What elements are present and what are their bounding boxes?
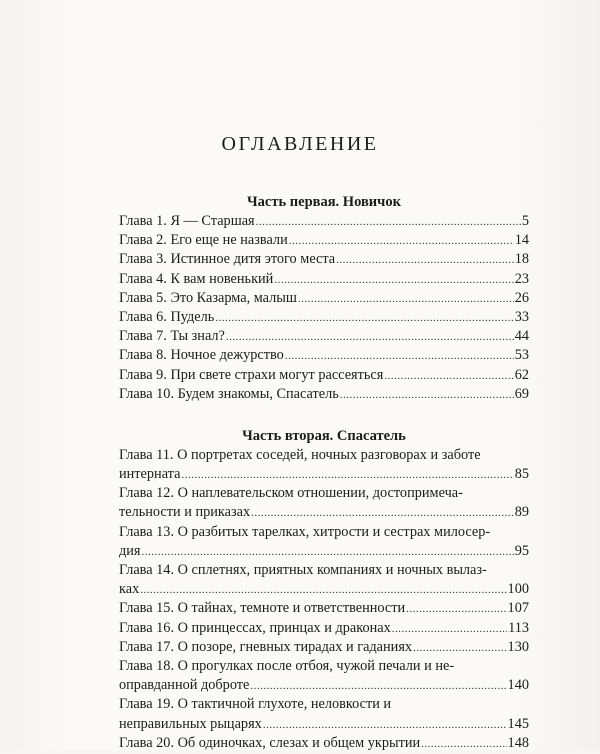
- page-number: 5: [521, 213, 529, 229]
- dot-leader: [140, 581, 506, 600]
- page-number: 89: [514, 504, 529, 521]
- page-number: 18: [514, 251, 529, 268]
- toc-entry: [119, 231, 529, 250]
- toc-entry: [119, 212, 529, 231]
- toc-entry-line: [119, 327, 529, 346]
- toc-entry: [119, 289, 529, 308]
- page-number: 44: [514, 328, 529, 345]
- dot-leader: [251, 504, 514, 523]
- dot-leader: [421, 735, 506, 754]
- chapter-title: Глава 9. При свете страхи могут рассеяться: [119, 366, 384, 383]
- toc-entry: [119, 599, 529, 618]
- toc-entry-line: [119, 561, 529, 580]
- page-number: 145: [507, 715, 529, 732]
- chapter-title: Глава 14. О сплетнях, приятных компаниях и ночных вылаз-: [119, 562, 487, 578]
- toc-entry-line: [119, 599, 529, 618]
- toc-entry-line: [119, 231, 529, 250]
- toc-entry: [119, 695, 529, 733]
- table-of-contents: [119, 192, 529, 753]
- page-number: 53: [514, 347, 529, 364]
- toc-entry-line: [119, 289, 529, 308]
- toc-entry: [119, 346, 529, 365]
- dot-leader: [384, 367, 513, 386]
- toc-entry: [119, 250, 529, 269]
- dot-leader: [340, 386, 514, 405]
- toc-entry-line: [119, 346, 529, 365]
- toc-entry-line: [119, 657, 529, 676]
- chapter-title: оправданной доброте: [119, 677, 250, 694]
- page-number: 130: [507, 638, 529, 655]
- chapter-title: Глава 4. К вам новенький: [119, 270, 274, 287]
- toc-entry-line: [119, 503, 529, 522]
- dot-leader: [285, 347, 514, 366]
- toc-entry-line: [119, 385, 529, 404]
- page-title: ОГЛАВЛЕНИЕ: [221, 133, 379, 155]
- page-number: 140: [507, 677, 529, 694]
- toc-entry: [119, 308, 529, 327]
- chapter-title: Глава 16. О принцессах, принцах и драконах: [119, 619, 391, 636]
- toc-entry-line: [119, 715, 529, 734]
- toc-entry-line: [119, 308, 529, 327]
- toc-entry: [119, 366, 529, 385]
- page-number: 26: [514, 289, 529, 306]
- chapter-title: Глава 12. О наплевательском отношении, достопримеча-: [119, 485, 463, 502]
- page-number: 113: [508, 619, 529, 636]
- toc-entry: [119, 561, 529, 599]
- chapter-title: Глава 17. О позоре, гневных тирадах и гаданиях: [119, 638, 413, 655]
- page-number: 69: [514, 385, 529, 402]
- toc-entry-line: [119, 212, 529, 231]
- toc-entry-line: [119, 250, 529, 269]
- chapter-title: Глава 13. О разбитых тарелках, хитрости и сестрах милосер-: [119, 523, 491, 540]
- page-number: 148: [507, 734, 529, 751]
- toc-entry: [119, 638, 529, 657]
- page-number: 33: [514, 308, 529, 325]
- dot-leader: [250, 677, 506, 696]
- dot-leader: [142, 543, 514, 562]
- toc-entry: [119, 446, 529, 484]
- chapter-title: Глава 2. Его еще не назвали: [119, 232, 288, 249]
- toc-entry: [119, 327, 529, 346]
- toc-entry-line: [119, 580, 529, 599]
- chapter-title: Глава 8. Ночное дежурство: [119, 347, 284, 364]
- chapter-title: тельности и приказах: [119, 504, 251, 521]
- chapter-title: Глава 11. О портретах соседей, ночных разговорах и заботе: [119, 446, 481, 463]
- dot-leader: [289, 232, 514, 251]
- dot-leader: [336, 251, 514, 270]
- dot-leader: [392, 620, 507, 639]
- dot-leader: [215, 309, 513, 328]
- toc-entry-line: [119, 484, 529, 503]
- dot-leader: [274, 271, 513, 290]
- dot-leader: [181, 466, 513, 485]
- chapter-title: дия: [119, 542, 141, 559]
- toc-entry: [119, 484, 529, 522]
- toc-entry: [119, 270, 529, 289]
- toc-entry: [119, 385, 529, 404]
- toc-entry: [119, 523, 529, 561]
- chapter-title: интерната: [119, 466, 181, 483]
- dot-leader: [406, 600, 506, 619]
- chapter-title: Глава 1. Я — Старшая: [119, 213, 255, 229]
- page-number: 85: [514, 466, 529, 483]
- chapter-title: Глава 10. Будем знакомы, Спасатель: [119, 385, 339, 402]
- chapter-title: Глава 19. О тактичной глухоте, неловкости и: [119, 696, 392, 713]
- chapter-title: Глава 6. Пудель: [119, 308, 215, 325]
- toc-entry: [119, 619, 529, 638]
- chapter-title: Глава 20. Об одиночках, слезах и общем укрытии: [119, 734, 421, 751]
- dot-leader: [298, 290, 514, 309]
- toc-entry-line: [119, 465, 529, 484]
- chapter-title: Глава 3. Истинное дитя этого места: [119, 251, 336, 268]
- page-number: 23: [514, 270, 529, 287]
- dot-leader: [263, 716, 507, 735]
- part-heading: Часть первая. Новичок: [247, 194, 401, 210]
- toc-entry-line: [119, 695, 529, 714]
- page-number: 62: [514, 366, 529, 383]
- chapter-title: неправильных рыцарях: [119, 715, 262, 732]
- part-heading: Часть вторая. Спасатель: [242, 427, 406, 444]
- toc-entry-line: [119, 366, 529, 385]
- toc-entry-line: [119, 638, 529, 657]
- chapter-title: Глава 15. О тайнах, темноте и ответственности: [119, 600, 406, 617]
- dot-leader: [256, 213, 521, 232]
- chapter-title: Глава 5. Это Казарма, малыш: [119, 289, 297, 306]
- toc-entry-line: [119, 446, 529, 465]
- chapter-title: Глава 18. О прогулках после отбоя, чужой печали и не-: [119, 657, 455, 674]
- toc-entry-line: [119, 542, 529, 561]
- chapter-title: ках: [119, 581, 140, 598]
- dot-leader: [413, 639, 506, 658]
- page-number: 14: [514, 232, 529, 249]
- toc-entry-line: [119, 676, 529, 695]
- toc-entry: [119, 657, 529, 695]
- page-number: 100: [507, 581, 529, 598]
- part-spacer: [119, 404, 529, 426]
- toc-entry-line: [119, 523, 529, 542]
- toc-entry-line: [119, 619, 529, 638]
- toc-entry-line: [119, 270, 529, 289]
- page-number: 107: [507, 600, 529, 617]
- chapter-title: Глава 7. Ты знал?: [119, 328, 225, 345]
- dot-leader: [226, 328, 514, 347]
- page-number: 95: [514, 542, 529, 559]
